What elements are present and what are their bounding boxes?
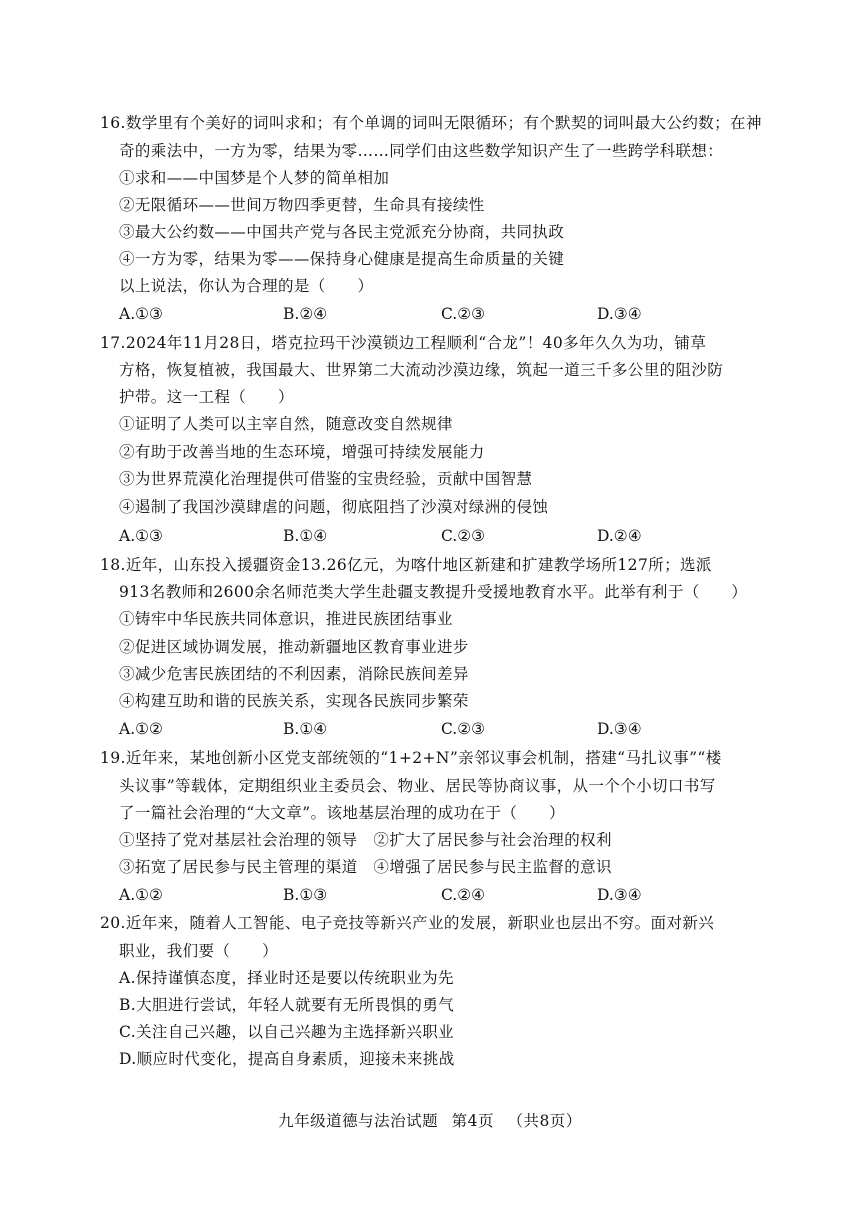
question-stem-line: 19.近年来，某地创新小区党支部统领的“1+2+N”亲邻议事会机制，搭建“马扎议事”“楼	[100, 749, 722, 767]
statement-item: ③减少危害民族团结的不利因素，消除民族间差异	[119, 665, 469, 683]
question-stem-line: 了一篇社会治理的“大文章”。该地基层治理的成功在于（ ）	[119, 804, 565, 822]
statement-item: ②无限循环——世间万物四季更替，生命具有接续性	[119, 196, 485, 214]
question-stem-line: 护带。这一工程（ ）	[119, 388, 294, 406]
question-stem-line: 头议事”等载体，定期组织业主委员会、物业、居民等协商议事，从一个个小切口书写	[119, 777, 716, 795]
question-stem-line: 16.数学里有个美好的词叫求和；有个单调的词叫无限循环；有个默契的词叫最大公约数；在神	[100, 114, 762, 132]
option-a: A.①②	[119, 886, 163, 904]
statement-item: ①求和——中国梦是个人梦的简单相加	[119, 169, 390, 187]
option-d: D.顺应时代变化，提高自身素质，迎接未来挑战	[119, 1050, 455, 1068]
option-b: B.②④	[283, 305, 328, 323]
statement-item: ④一方为零，结果为零——保持身心健康是提高生命质量的关键	[119, 250, 565, 268]
footer-total-pages: （共8页）	[507, 1112, 582, 1130]
statement-item: ①铸牢中华民族共同体意识，推进民族团结事业	[119, 610, 453, 628]
option-a: A.①②	[119, 720, 163, 738]
question-stem-line: 职业，我们要（ ）	[119, 942, 279, 960]
statement-item: ③拓宽了居民参与民主管理的渠道 ④增强了居民参与民主监督的意识	[119, 858, 612, 876]
question-stem-line: 18.近年，山东投入援疆资金13.26亿元，为喀什地区新建和扩建教学场所127所；选派	[100, 556, 712, 574]
statement-item: ②促进区域协调发展，推动新疆地区教育事业进步	[119, 638, 469, 656]
statement-item: ④构建互助和谐的民族关系，实现各民族同步繁荣	[119, 692, 469, 710]
question-stem-line: 913名教师和2600余名师范类大学生赴疆支教提升受援地教育水平。此举有利于（ ）	[119, 583, 748, 601]
statement-item: ①证明了人类可以主宰自然，随意改变自然规律	[119, 415, 453, 433]
option-d: D.③④	[597, 886, 642, 904]
option-c: C.关注自己兴趣，以自己兴趣为主选择新兴职业	[119, 1023, 455, 1041]
option-b: B.①④	[283, 527, 328, 545]
option-d: D.③④	[597, 720, 642, 738]
question-prompt: 以上说法，你认为合理的是（ ）	[119, 277, 374, 295]
option-c: C.②③	[441, 527, 486, 545]
footer-page-number: 第4页	[451, 1112, 494, 1130]
statement-item: ④遏制了我国沙漠肆虐的问题，彻底阻挡了沙漠对绿洲的侵蚀	[119, 498, 549, 516]
option-d: D.③④	[597, 305, 642, 323]
option-a: A.保持谨慎态度，择业时还是要以传统职业为先	[119, 969, 454, 987]
option-b: B.大胆进行尝试，年轻人就要有无所畏惧的勇气	[119, 996, 455, 1014]
option-c: C.②③	[441, 720, 486, 738]
question-stem-line: 方格，恢复植被，我国最大、世界第二大流动沙漠边缘，筑起一道三千多公里的阻沙防	[119, 361, 724, 379]
statement-item: ①坚持了党对基层社会治理的领导 ②扩大了居民参与社会治理的权利	[119, 831, 612, 849]
footer-subject: 九年级道德与法治试题	[278, 1112, 439, 1130]
statement-item: ③最大公约数——中国共产党与各民主党派充分协商，共同执政	[119, 223, 565, 241]
option-a: A.①③	[119, 305, 163, 323]
option-c: C.②③	[441, 305, 486, 323]
option-d: D.②④	[597, 527, 642, 545]
option-c: C.②④	[441, 886, 486, 904]
option-b: B.①④	[283, 720, 328, 738]
option-a: A.①③	[119, 527, 163, 545]
page-footer	[0, 1111, 860, 1131]
statement-item: ②有助于改善当地的生态环境，增强可持续发展能力	[119, 443, 485, 461]
question-stem-line: 17.2024年11月28日，塔克拉玛干沙漠锁边工程顺利“合龙”！40多年久久为功，铺草	[100, 334, 707, 352]
statement-item: ③为世界荒漠化治理提供可借鉴的宝贵经验，贡献中国智慧	[119, 470, 533, 488]
option-b: B.①③	[283, 886, 328, 904]
question-stem-line: 奇的乘法中，一方为零，结果为零……同学们由这些数学知识产生了一些跨学科联想：	[119, 142, 724, 160]
question-stem-line: 20.近年来，随着人工智能、电子竞技等新兴产业的发展，新职业也层出不穷。面对新兴	[100, 914, 715, 932]
